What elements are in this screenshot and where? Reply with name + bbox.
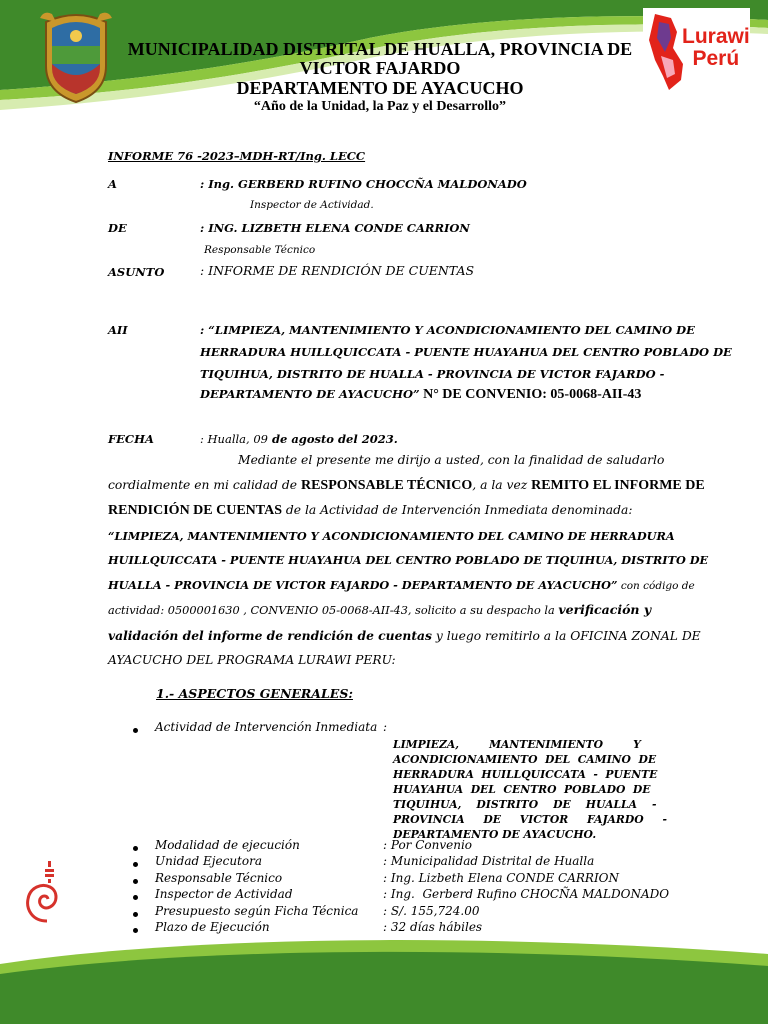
list-bullet — [133, 879, 138, 884]
activity-line: HERRADURA HUILLQUICCATA - PUENTE — [393, 768, 658, 781]
list-item-label: Inspector de Actividad — [155, 887, 293, 901]
list-bullet — [133, 928, 138, 933]
paragraph-emphasis: REMITO EL INFORME DE — [531, 477, 705, 493]
list-item-value: : Municipalidad Distrital de Hualla — [383, 854, 595, 868]
paragraph-text: , a la vez — [472, 477, 532, 492]
paragraph-activity-1: “LIMPIEZA, MANTENIMIENTO Y ACONDICIONAMIENTO DEL CAMINO DE HERRADURA — [108, 528, 675, 543]
list-item-value: : Por Convenio — [383, 838, 473, 852]
addressee-role: Inspector de Actividad. — [250, 199, 374, 211]
date-place: : Hualla, 09 — [200, 432, 268, 446]
peru-logo-word: Perú — [692, 47, 740, 70]
paragraph-text: cordialmente en mi calidad de — [108, 477, 301, 492]
list-item-value: : Ing. Gerberd Rufino CHOCÑA MALDONADO — [383, 887, 670, 901]
date-value: de agosto del 2023. — [267, 432, 398, 446]
year-motto: “Año de la Unidad, la Paz y el Desarrollo” — [253, 99, 507, 114]
addressee-label: A — [108, 177, 117, 191]
paragraph-line-9: AYACUCHO DEL PROGRAMA LURAWI PERU: — [108, 653, 396, 667]
list-item-label: Presupuesto según Ficha Técnica — [155, 904, 359, 918]
paragraph-line-1: Mediante el presente me dirijo a usted, con la finalidad de saludarlo — [238, 453, 665, 467]
paragraph-text: de la Actividad de Intervención Inmediata denominada: — [282, 503, 633, 517]
activity-line: ACONDICIONAMIENTO DEL CAMINO DE — [393, 753, 657, 766]
list-item-value: : S/. 155,724.00 — [383, 904, 480, 918]
paragraph-emphasis: RESPONSABLE TÉCNICO — [300, 477, 473, 493]
list-bullet — [133, 912, 138, 917]
list-item-label: Plazo de Ejecución — [155, 920, 270, 934]
addressee-name: : Ing. GERBERD RUFINO CHOCCÑA MALDONADO — [200, 177, 527, 191]
aii-line-1: : “LIMPIEZA, MANTENIMIENTO Y ACONDICIONAMIENTO DEL CAMINO DE — [200, 323, 695, 337]
list-item-label: Responsable Técnico — [155, 871, 283, 885]
list-item-label: Actividad de Intervención Inmediata — [155, 720, 378, 734]
subject-label: ASUNTO — [108, 265, 165, 279]
list-bullet — [133, 846, 138, 851]
convenio-number: N° DE CONVENIO: 05-0068-AII-43 — [419, 387, 642, 402]
list-item-label: Unidad Ejecutora — [155, 854, 262, 868]
department-title: DEPARTAMENTO DE AYACUCHO — [236, 78, 524, 98]
paragraph-emphasis: verificación y — [558, 602, 652, 617]
report-number: INFORME 76 -2023–MDH-RT/Ing. LECC — [108, 149, 366, 163]
subject-value: : INFORME DE RENDICIÓN DE CUENTAS — [200, 263, 475, 278]
aii-line-2: HERRADURA HUILLQUICCATA - PUENTE HUAYAHUA DEL CENTRO POBLADO DE — [200, 345, 732, 359]
list-bullet — [133, 895, 138, 900]
sender-label: DE — [108, 221, 127, 235]
aii-line-3: TIQUIHUA, DISTRITO DE HUALLA - PROVINCIA DE VICTOR FAJARDO - — [200, 367, 665, 381]
paragraph-text: con código de — [617, 579, 695, 592]
activity-line: PROVINCIA DE VICTOR FAJARDO - — [393, 813, 667, 826]
paragraph-text: y luego remitirlo a la OFICINA ZONAL DE — [431, 628, 701, 643]
municipality-title: MUNICIPALIDAD DISTRITAL DE HUALLA, PROVINCIA DE VICTOR FAJARDO — [127, 39, 633, 78]
list-bullet — [133, 862, 138, 867]
activity-line: LIMPIEZA, MANTENIMIENTO Y — [393, 738, 641, 751]
paragraph-activity-2: HUILLQUICCATA - PUENTE HUAYAHUA DEL CENTRO POBLADO DE TIQUIHUA, DISTRITO DE — [108, 553, 709, 567]
activity-line: TIQUIHUA, DISTRITO DE HUALLA - — [393, 798, 657, 811]
date-label: FECHA — [108, 432, 154, 446]
list-item-value: : Ing. Lizbeth Elena CONDE CARRION — [383, 871, 620, 885]
paragraph-emphasis: RENDICIÓN DE CUENTAS — [108, 503, 282, 518]
list-item-value: : 32 días hábiles — [383, 920, 483, 934]
lurawi-logo-word: Lurawi — [682, 25, 750, 48]
paragraph-text: actividad: 0500001630 , CONVENIO 05-0068-AII-43, solicito a su despacho la — [108, 604, 559, 617]
marca-peru-icon — [22, 855, 72, 927]
aii-label: AII — [108, 323, 128, 337]
activity-line: HUAYAHUA DEL CENTRO POBLADO DE — [393, 783, 651, 796]
list-item-separator: : — [383, 720, 388, 734]
sender-name: : ING. LIZBETH ELENA CONDE CARRION — [200, 221, 470, 235]
list-bullet — [133, 728, 138, 733]
activity-description — [393, 737, 667, 842]
list-item-label: Modalidad de ejecución — [155, 838, 300, 852]
aii-line-4: DEPARTAMENTO DE AYACUCHO” — [200, 387, 420, 401]
paragraph-activity-3: HUALLA - PROVINCIA DE VICTOR FAJARDO - DEPARTAMENTO DE AYACUCHO” — [108, 577, 618, 592]
activity-line: DEPARTAMENTO DE AYACUCHO. — [393, 828, 597, 841]
sender-role: Responsable Técnico — [204, 244, 316, 256]
paragraph-emphasis: validación del informe de rendición de cuentas — [108, 627, 432, 643]
section-title: 1.- ASPECTOS GENERALES: — [156, 686, 353, 701]
